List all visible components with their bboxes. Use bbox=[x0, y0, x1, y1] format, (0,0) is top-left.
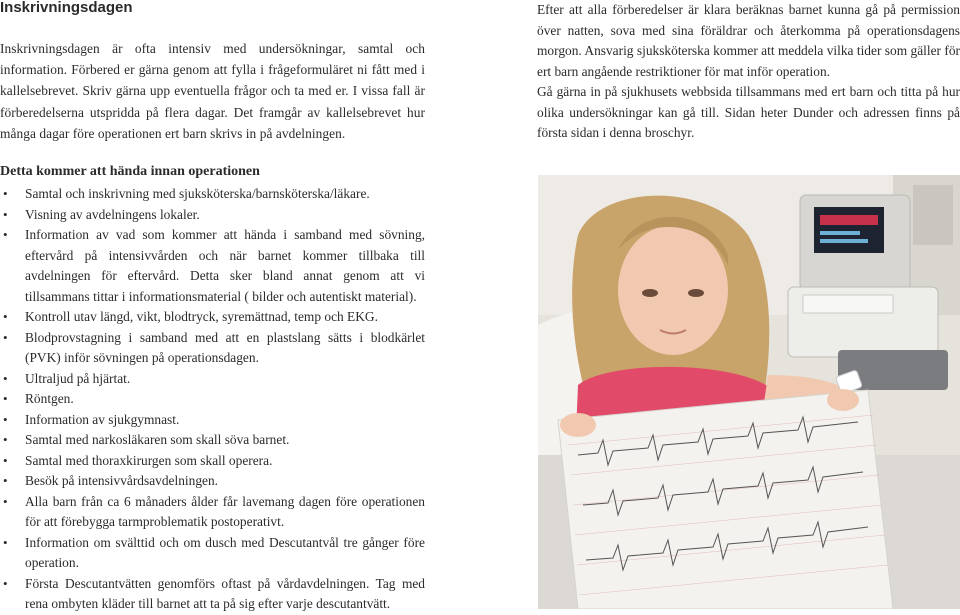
list-item: • Blodprovstagning i samband med att en plastslang sätts i blodkärlet (PVK) inför sövningen på operationsdagen. bbox=[0, 328, 425, 369]
list-item: • Kontroll utav längd, vikt, blodtryck, syremättnad, temp och EKG. bbox=[0, 307, 425, 328]
list-item: • Information om svälttid och om dusch med Descutantvål tre gånger före operation. bbox=[0, 533, 425, 574]
list-item: • Samtal och inskrivning med sjuksköterska/barnsköterska/läkare. bbox=[0, 184, 425, 205]
intro-paragraph: Inskrivningsdagen är ofta intensiv med undersökningar, samtal och information. Förbered er gärna genom att fylla i frågeformuläret ni fått med i kallelsebrevet. Skriv gärna upp eventuella frågor och ta med er. I vissa fall är förberedelserna utspridda på flera dagar. Det framgår av kallelsebrevet hur många dagar före operationen ert barn skrivs in på avdelningen. bbox=[0, 41, 425, 141]
list-item: • Samtal med narkosläkaren som skall söva barnet. bbox=[0, 430, 425, 451]
list-item: • Första Descutantvätten genomförs oftast på vårdavdelningen. Tag med rena ombyten kläder till barnet att ta på sig efter varje descutantvätt. bbox=[0, 574, 425, 615]
list-item: • Visning av avdelningens lokaler. bbox=[0, 205, 425, 226]
permission-paragraph: Efter att alla förberedelser är klara beräknas barnet kunna gå på permission över natten, sova med sina föräldrar och återkomma på operationsdagens morgon. Ansvarig sjuksköterska kommer att meddela vilka tider som gäller för ert barn angående restriktioner för mat inför operation. bbox=[537, 2, 960, 79]
list-item: • Information av vad som kommer att hända i samband med sövning, eftervård på intensivvården och när barnet kommer tillbaka till avdelningen för eftervård. Detta sker bland annat genom att vi tillsammans tittar i informationsmaterial ( bilder och autentiskt material). bbox=[0, 225, 425, 307]
photo-illustration bbox=[538, 175, 960, 609]
list-item: • Samtal med thoraxkirurgen som skall operera. bbox=[0, 451, 425, 472]
list-item: • Röntgen. bbox=[0, 389, 425, 410]
list-item: • Besök på intensivvårdsavdelningen. bbox=[0, 471, 425, 492]
photo-girl-ekg bbox=[538, 175, 960, 609]
before-operation-section bbox=[0, 163, 425, 615]
section-heading: Inskrivningsdagen bbox=[0, 0, 133, 16]
before-operation-list bbox=[0, 184, 425, 615]
website-paragraph: Gå gärna in på sjukhusets webbsida tillsammans med ert barn och titta på hur olika undersökningar kan gå till. Sidan heter Dunder och adressen finns på första sidan i denna broschyr. bbox=[537, 84, 960, 140]
list-item: • Information av sjukgymnast. bbox=[0, 410, 425, 431]
list-item: • Ultraljud på hjärtat. bbox=[0, 369, 425, 390]
preparation-section bbox=[537, 0, 960, 144]
list-item: • Alla barn från ca 6 månaders ålder får lavemang dagen före operationen för att förebygga tarmproblematik postoperativt. bbox=[0, 492, 425, 533]
list-heading: Detta kommer att hända innan operationen bbox=[0, 164, 260, 179]
intro-section bbox=[0, 0, 425, 144]
